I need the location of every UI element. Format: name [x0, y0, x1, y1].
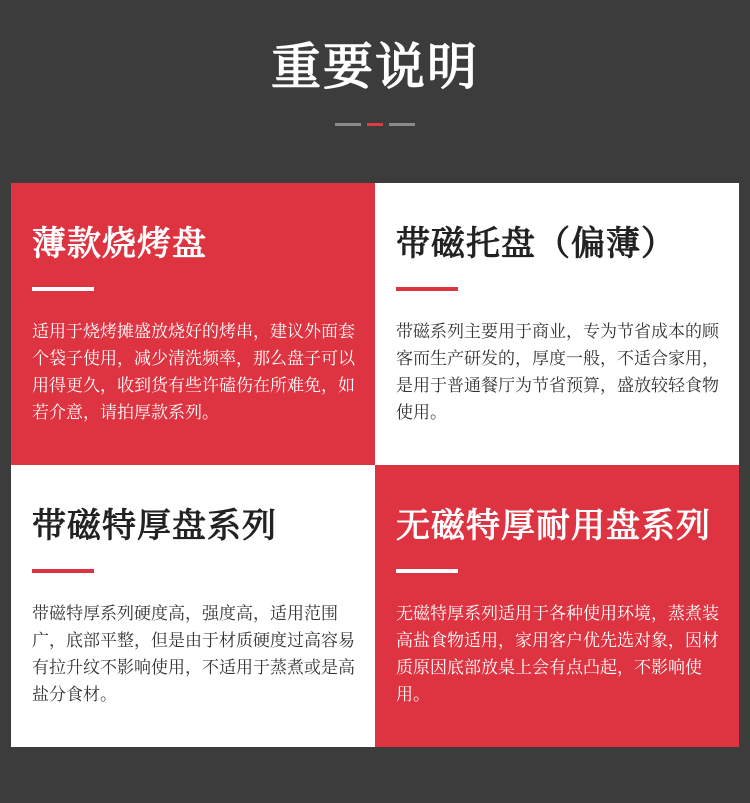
card-thin-bbq-tray — [11, 183, 375, 465]
card-divider — [396, 569, 458, 573]
title-divider-right — [389, 123, 415, 126]
card-title: 带磁托盘（偏薄） — [396, 224, 676, 264]
card-description: 带磁系列主要用于商业，专为节省成本的顾客而生产研发的，厚度一般，不适合家用，是用于普通餐厅为节省预算，盛放较轻食物使用。 — [396, 322, 719, 423]
product-grid — [11, 183, 739, 747]
card-divider — [32, 287, 94, 291]
card-description: 带磁特厚系列硬度高，强度高，适用范围广，底部平整，但是由于材质硬度过高容易有拉升纹不影响使用，不适用于蒸煮或是高盐分食材。 — [32, 604, 355, 705]
page-title: 重要说明 — [271, 38, 479, 96]
card-magnetic-thick-series — [11, 465, 375, 747]
title-divider-left — [335, 123, 361, 126]
card-divider — [32, 569, 94, 573]
card-title: 薄款烧烤盘 — [32, 224, 207, 264]
card-title: 带磁特厚盘系列 — [32, 506, 277, 546]
card-nonmagnetic-thick-series — [375, 465, 739, 747]
card-divider — [396, 287, 458, 291]
card-title: 无磁特厚耐用盘系列 — [396, 506, 711, 546]
card-description: 无磁特厚系列适用于各种使用环境，蒸煮装高盐食物适用，家用客户优先选对象，因材质原因底部放桌上会有点凸起，不影响使用。 — [396, 604, 719, 705]
card-description: 适用于烧烤摊盛放烧好的烤串，建议外面套个袋子使用，减少清洗频率，那么盘子可以用得更久，收到货有些许磕伤在所难免，如若介意，请拍厚款系列。 — [32, 322, 355, 423]
title-divider-center — [367, 123, 383, 126]
card-magnetic-thin-tray — [375, 183, 739, 465]
